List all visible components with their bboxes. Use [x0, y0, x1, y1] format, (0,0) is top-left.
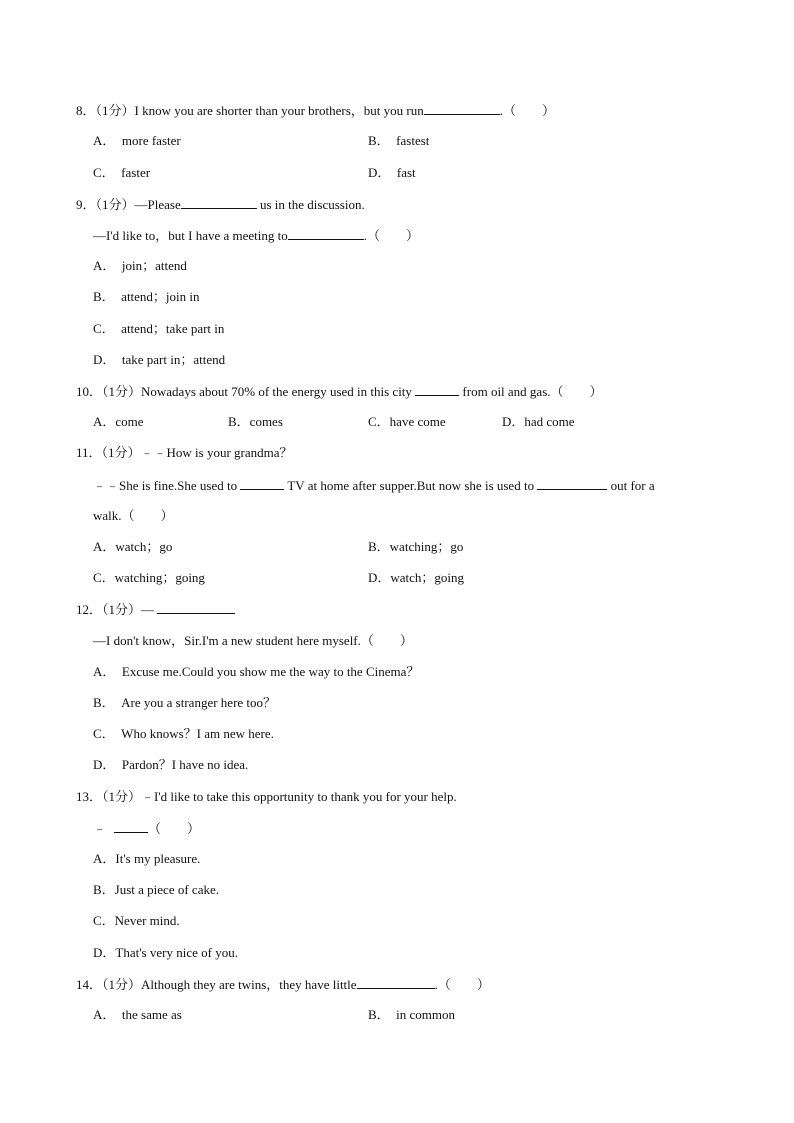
option-d: D．watch；going: [368, 570, 465, 585]
option-b: B．comes: [228, 414, 283, 429]
question-number: 14．（1分）: [76, 977, 142, 992]
question-11-stem: 11．（1分）﹣﹣How is your grandma？: [76, 445, 293, 460]
answer-blank: [240, 477, 284, 490]
option-d: D． Pardon？I have no idea.: [93, 757, 249, 772]
option-b: B． attend；join in: [93, 289, 200, 304]
question-number: 9．（1分）: [76, 197, 135, 212]
question-12-line2: —I don't know，Sir.I'm a new student here myself.（ ）: [93, 633, 413, 648]
question-11-line2: ﹣﹣She is fine.She used to TV at home after supper.But now she is used to out for a: [93, 478, 655, 493]
option-a: A．watch；go: [93, 539, 173, 554]
question-9-stem: 9．（1分）—Please us in the discussion.: [76, 197, 365, 212]
option-b: B． in common: [368, 1007, 456, 1022]
answer-blank: [537, 477, 607, 490]
question-13-stem: 13．（1分）﹣I'd like to take this opportunity to thank you for your help.: [76, 789, 457, 804]
option-b: B． fastest: [368, 133, 430, 148]
question-10-stem: 10．（1分）Nowadays about 70% of the energy used in this city from oil and gas.（ ）: [76, 384, 603, 399]
question-number: 8．（1分）: [76, 103, 135, 118]
option-c: C． attend；take part in: [93, 321, 225, 336]
option-c: C．have come: [368, 414, 446, 429]
question-8-stem: 8．（1分）I know you are shorter than your brothers，but you run .（ ）: [76, 103, 555, 118]
option-a: A． Excuse me.Could you show me the way to the Cinema？: [93, 664, 420, 679]
option-a: A．It's my pleasure.: [93, 851, 201, 866]
question-number: 11．（1分）: [76, 445, 141, 460]
question-9-line2: —I'd like to，but I have a meeting to .（ ）: [93, 228, 420, 243]
option-d: D．That's very nice of you.: [93, 945, 238, 960]
option-d: D． take part in；attend: [93, 352, 226, 367]
answer-blank: [114, 820, 148, 833]
answer-blank: [424, 102, 500, 115]
question-number: 13．（1分）: [76, 789, 142, 804]
answer-blank: [157, 601, 235, 614]
option-c: C． faster: [93, 165, 151, 180]
question-11-line3: walk.（ ）: [93, 508, 174, 523]
option-a: A．come: [93, 414, 144, 429]
option-a: A． the same as: [93, 1007, 182, 1022]
question-14-stem: 14．（1分）Although they are twins，they have little .（ ）: [76, 977, 490, 992]
answer-blank: [288, 227, 364, 240]
option-a: A． join；attend: [93, 258, 187, 273]
option-c: C． Who knows？I am new here.: [93, 726, 274, 741]
question-12-stem: 12．（1分）—: [76, 601, 235, 618]
option-a: A． more faster: [93, 133, 181, 148]
option-c: C．watching；going: [93, 570, 205, 585]
question-13-line2: ﹣ （ ）: [93, 821, 201, 836]
option-c: C．Never mind.: [93, 913, 180, 928]
question-number: 12．（1分）: [76, 602, 142, 617]
option-b: B．Just a piece of cake.: [93, 882, 219, 897]
option-d: D． fast: [368, 165, 416, 180]
question-number: 10．（1分）: [76, 384, 142, 399]
answer-blank: [181, 196, 257, 209]
option-b: B． Are you a stranger here too？: [93, 695, 277, 710]
answer-blank: [415, 383, 459, 396]
option-b: B．watching；go: [368, 539, 464, 554]
answer-blank: [357, 976, 435, 989]
option-d: D．had come: [502, 414, 575, 429]
